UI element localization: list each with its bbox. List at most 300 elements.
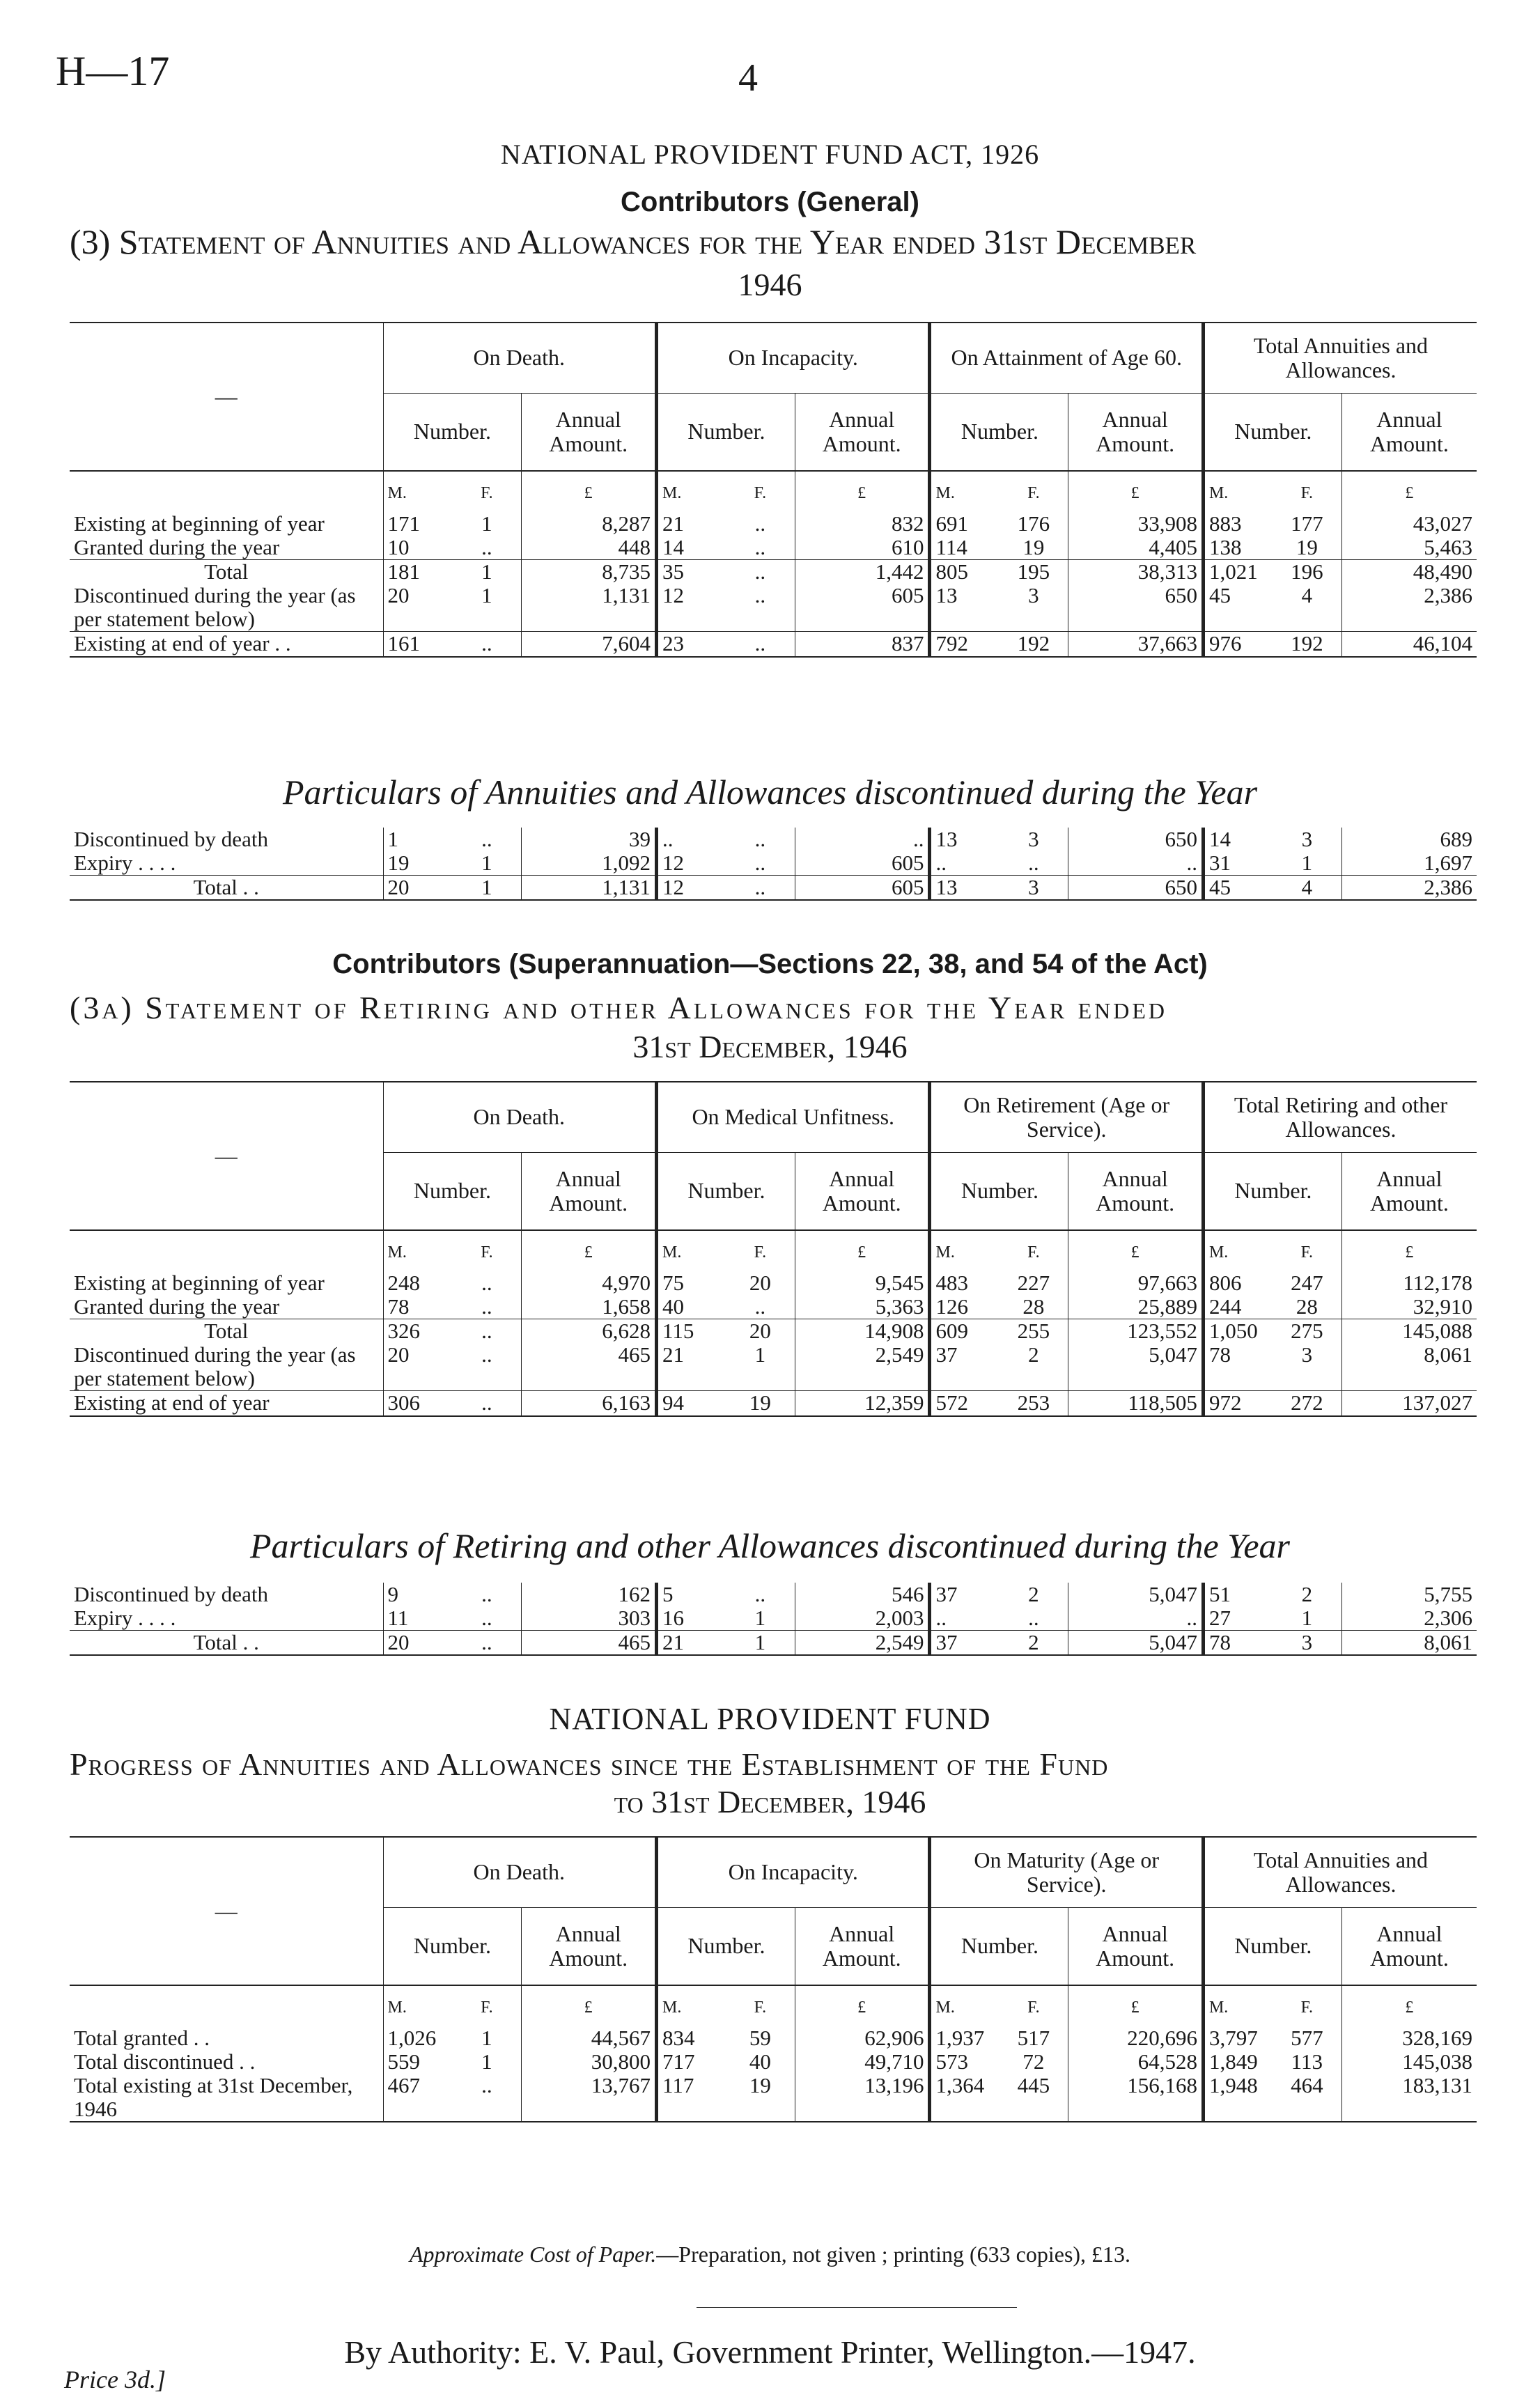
table-cell: 5,047 [1068,1583,1204,1606]
table-cell: 1 [754,1342,766,1367]
table-cell: 9,545 [795,1271,930,1295]
row-label: Discontinued by death [74,1582,268,1606]
number-header: Number. [657,1908,795,1986]
table-cell: 976 [1203,632,1272,657]
table-cell: 5 [657,1583,726,1606]
table-cell: 118,505 [1068,1391,1204,1416]
section3-particulars-title: Particulars of Annuities and Allowances discontinued during the Year [282,773,1258,812]
table-cell: .. [1068,1606,1204,1631]
number-header: Number. [383,1153,522,1231]
table-cell: .. [754,559,766,584]
table-cell: 465 [522,1631,657,1656]
table-cell: 1 [383,828,452,851]
table-cell: 35 [657,560,726,584]
table-cell: 3 [1301,1342,1313,1367]
annual-amount-header: Annual Amount. [1341,1908,1477,1986]
table-cell: 28 [1296,1294,1318,1319]
table-cell: .. [481,1630,492,1655]
row-label: Discontinued during the year (as per statement below) [74,583,356,632]
table-cell: 6,163 [522,1391,657,1416]
row-label: Discontinued during the year (as per statement below) [74,1342,356,1391]
table-cell: 272 [1291,1390,1323,1415]
table-cell: 145,038 [1341,2050,1477,2074]
table-cell: 195 [1017,559,1050,584]
table-cell: 78 [383,1295,452,1319]
act-title: NATIONAL PROVIDENT FUND ACT, 1926 [500,139,1040,170]
table-cell: 328,169 [1341,2026,1477,2050]
table-cell: 4,405 [1068,536,1204,560]
table-cell: 610 [795,536,930,560]
female-unit: F. [481,484,493,502]
number-header: Number. [657,394,795,472]
table-cell: 171 [383,512,452,536]
table-cell: 19 [383,851,452,876]
table-cell: 31 [1203,851,1272,876]
table-cell: .. [754,583,766,608]
table-cell: .. [1028,1606,1039,1631]
table-cell: 255 [1017,1319,1050,1344]
table-cell: 2,549 [795,1343,930,1391]
table-cell: .. [930,851,999,876]
table-cell: 12,359 [795,1391,930,1416]
female-unit: F. [754,484,767,502]
progress-table [70,1836,1477,2122]
table-cell: 23 [657,632,726,657]
table-cell: 114 [930,536,999,560]
table-cell: 8,061 [1341,1631,1477,1656]
table-cell: .. [481,1582,492,1606]
table-cell: 3,797 [1203,2026,1272,2050]
table-cell: 465 [522,1343,657,1391]
table-cell: .. [657,828,726,851]
table-cell: 19 [749,1390,771,1415]
table-cell: 1,937 [930,2026,999,2050]
table-cell: 51 [1203,1583,1272,1606]
table-cell: 117 [657,2074,726,2122]
table-cell: 517 [1017,2026,1050,2050]
table-cell: .. [481,2073,492,2098]
table-cell: 3 [1028,827,1039,851]
row-label: Existing at beginning of year [74,1271,325,1295]
table-cell: 3 [1301,827,1313,851]
table-cell: 227 [1017,1271,1050,1295]
table-cell: 1 [481,2026,492,2050]
pound-unit: £ [1068,1230,1204,1271]
table-cell: 21 [657,1631,726,1656]
table-cell: .. [754,1582,766,1606]
row-label: Total [204,559,249,584]
section3-group-title: Contributors (General) [621,187,919,217]
table-cell: 2,386 [1341,584,1477,632]
table-cell: .. [481,1271,492,1295]
table-cell: 138 [1203,536,1272,560]
table-cell: 2 [1301,1582,1313,1606]
stub-dash: — [215,1142,238,1168]
table-cell: 14,908 [795,1319,930,1344]
table-cell: 445 [1017,2073,1050,2098]
table-cell: .. [481,1319,492,1344]
row-label: Granted during the year [74,535,280,560]
printer-authority: By Authority: E. V. Paul, Government Printer, Wellington.—1947. [344,2334,1196,2370]
column-group-header: On Death. [383,1082,656,1153]
annual-amount-header: Annual Amount. [522,1153,657,1231]
stub-dash: — [215,1897,238,1923]
female-unit: F. [1027,1998,1040,2017]
table-cell: 1,026 [383,2026,452,2050]
table-cell: .. [481,1606,492,1631]
table-cell: 43,027 [1341,512,1477,536]
table-cell: 78 [1203,1631,1272,1656]
annual-amount-header: Annual Amount. [795,394,930,472]
number-header: Number. [1203,1908,1341,1986]
table-cell: 162 [522,1583,657,1606]
table-cell: 559 [383,2050,452,2074]
table-cell: 3 [1301,1630,1313,1655]
table-cell: .. [795,828,930,851]
table-cell: 32,910 [1341,1295,1477,1319]
footer-divider [697,2307,1017,2308]
female-unit: F. [1027,1243,1040,1262]
table-cell: .. [930,1606,999,1631]
pound-unit: £ [522,1230,657,1271]
table-cell: 2 [1028,1342,1039,1367]
pound-unit: £ [1341,471,1477,512]
table-cell: 37 [930,1631,999,1656]
row-label: Total granted . . [74,2026,210,2050]
number-header: Number. [383,1908,522,1986]
table-cell: 220,696 [1068,2026,1204,2050]
table-cell: 1,364 [930,2074,999,2122]
row-label: Existing at end of year [74,1390,270,1415]
table-cell: 12 [657,876,726,901]
table-cell: .. [481,535,492,560]
table-cell: 59 [749,2026,771,2050]
table-cell: 1,658 [522,1295,657,1319]
row-label: Total existing at 31st December, 1946 [74,2073,353,2122]
table-cell: .. [754,1294,766,1319]
table-cell: 691 [930,512,999,536]
table-cell: 2,306 [1341,1606,1477,1631]
table-cell: 19 [1022,535,1045,560]
table-cell: 837 [795,632,930,657]
table-cell: 39 [522,828,657,851]
table-cell: 145,088 [1341,1319,1477,1344]
table-cell: 806 [1203,1271,1272,1295]
table-cell: 483 [930,1271,999,1295]
table-cell: 275 [1291,1319,1323,1344]
female-unit: F. [754,1243,767,1262]
table-cell: 605 [795,584,930,632]
table-cell: 6,628 [522,1319,657,1344]
table-cell: 19 [1296,535,1318,560]
row-label: Total . . [193,1630,259,1655]
table-cell: 20 [383,876,452,901]
table-cell: 2,003 [795,1606,930,1631]
page-number: 4 [738,56,758,100]
row-label: Discontinued by death [74,827,268,851]
table-cell: 97,663 [1068,1271,1204,1295]
table-cell: 326 [383,1319,452,1344]
table-cell: 573 [930,2050,999,2074]
cost-detail: —Preparation, not given ; printing (633 copies), £13. [656,2242,1131,2267]
table-cell: 192 [1291,631,1323,656]
table-cell: .. [1028,851,1039,876]
column-group-header: On Incapacity. [657,1837,930,1908]
row-label: Total . . [193,875,259,900]
female-unit: F. [1027,484,1040,502]
table-cell: 177 [1291,511,1323,536]
table-cell: 3 [1028,875,1039,900]
annual-amount-header: Annual Amount. [1341,394,1477,472]
table-cell: 19 [749,2073,771,2098]
table-cell: 2,386 [1341,876,1477,901]
table-cell: 75 [657,1271,726,1295]
table-cell: 9 [383,1583,452,1606]
table-cell: 2 [1028,1630,1039,1655]
table-cell: 2 [1028,1582,1039,1606]
table-cell: 13,196 [795,2074,930,2122]
table-cell: 792 [930,632,999,657]
male-unit: M. [657,1985,726,2026]
table-cell: 605 [795,851,930,876]
table-cell: 112,178 [1341,1271,1477,1295]
table-cell: 13,767 [522,2074,657,2122]
pound-unit: £ [795,1230,930,1271]
table-cell: 306 [383,1391,452,1416]
table-cell: 40 [749,2049,771,2074]
table-cell: 464 [1291,2073,1323,2098]
table-cell: 126 [930,1295,999,1319]
table-cell: 38,313 [1068,560,1204,584]
female-unit: F. [1300,1243,1314,1262]
table-cell: 5,047 [1068,1631,1204,1656]
table-cell: 1 [481,851,492,876]
number-header: Number. [930,1908,1068,1986]
section3-title: (3) Statement of Annuities and Allowances for the Year ended 31st December [70,222,1197,261]
row-label: Existing at end of year . . [74,631,291,656]
table-cell: 4,970 [522,1271,657,1295]
number-header: Number. [383,394,522,472]
row-label: Expiry . . . . [74,851,176,876]
annual-amount-header: Annual Amount. [1341,1153,1477,1231]
section3a-particulars-title: Particulars of Retiring and other Allowances discontinued during the Year [249,1526,1291,1565]
table-cell: 20 [749,1319,771,1344]
table-cell: 45 [1203,584,1272,632]
cost-of-paper [0,2242,1540,2267]
column-group-header: On Retirement (Age or Service). [930,1082,1203,1153]
column-group-header: On Death. [383,323,656,394]
table-cell: 156,168 [1068,2074,1204,2122]
table-cell: 181 [383,560,452,584]
male-unit: M. [383,471,452,512]
male-unit: M. [383,1230,452,1271]
table-cell: 467 [383,2074,452,2122]
table-cell: .. [754,851,766,876]
row-label: Total discontinued . . [74,2049,256,2074]
table-cell: 14 [657,536,726,560]
table-cell: .. [754,511,766,536]
table-cell: .. [754,875,766,900]
table-cell: 577 [1291,2026,1323,2050]
male-unit: M. [657,1230,726,1271]
table-cell: 20 [383,1343,452,1391]
female-unit: F. [1300,1998,1314,2017]
table-cell: 1 [481,2049,492,2074]
cost-label: Approximate Cost of Paper. [409,2242,657,2267]
table-cell: 2,549 [795,1631,930,1656]
table-cell: 33,908 [1068,512,1204,536]
table-cell: 137,027 [1341,1391,1477,1416]
pound-unit: £ [1068,471,1204,512]
male-unit: M. [930,1230,999,1271]
table-cell: 46,104 [1341,632,1477,657]
column-group-header: On Incapacity. [657,323,930,394]
table-cell: .. [1068,851,1204,876]
annual-amount-header: Annual Amount. [795,1153,930,1231]
table-cell: 689 [1341,828,1477,851]
male-unit: M. [383,1985,452,2026]
table-cell: 20 [383,1631,452,1656]
column-group-header: On Medical Unfitness. [657,1082,930,1153]
table-cell: 972 [1203,1391,1272,1416]
pound-unit: £ [1341,1985,1477,2026]
table-cell: 448 [522,536,657,560]
column-group-header: On Attainment of Age 60. [930,323,1203,394]
number-header: Number. [1203,1153,1341,1231]
table-cell: 1,849 [1203,2050,1272,2074]
table-cell: 5,463 [1341,536,1477,560]
male-unit: M. [1203,1985,1272,2026]
price: Price 3d.] [64,2366,166,2393]
progress-title: Progress of Annuities and Allowances since the Establishment of the Fund [70,1746,1109,1782]
annual-amount-header: Annual Amount. [522,1908,657,1986]
table-cell: 717 [657,2050,726,2074]
table-cell: 30,800 [522,2050,657,2074]
table-cell: .. [481,1294,492,1319]
table-cell: .. [481,1342,492,1367]
male-unit: M. [1203,1230,1272,1271]
annual-amount-header: Annual Amount. [1068,1908,1204,1986]
annual-amount-header: Annual Amount. [522,394,657,472]
table-cell: 1 [481,559,492,584]
male-unit: M. [657,471,726,512]
table-cell: 176 [1017,511,1050,536]
male-unit: M. [930,1985,999,2026]
table-cell: 247 [1291,1271,1323,1295]
table-cell: 40 [657,1295,726,1319]
female-unit: F. [1300,484,1314,502]
number-header: Number. [930,1153,1068,1231]
table-cell: 11 [383,1606,452,1631]
table-cell: 1 [481,511,492,536]
row-label: Expiry . . . . [74,1606,176,1631]
annuities-particulars-table [70,828,1477,901]
table-cell: .. [481,1390,492,1415]
table-cell: 3 [1028,583,1039,608]
column-group-header: Total Annuities and Allowances. [1203,1837,1477,1908]
column-group-header: On Maturity (Age or Service). [930,1837,1203,1908]
table-cell: 1,697 [1341,851,1477,876]
table-cell: 44,567 [522,2026,657,2050]
table-cell: 303 [522,1606,657,1631]
table-cell: 8,287 [522,512,657,536]
table-cell: 5,755 [1341,1583,1477,1606]
table-cell: 605 [795,876,930,901]
table-cell: 37 [930,1583,999,1606]
table-cell: 572 [930,1391,999,1416]
number-header: Number. [930,394,1068,472]
table-cell: 1 [1301,851,1313,876]
table-cell: 21 [657,512,726,536]
column-group-header: On Death. [383,1837,656,1908]
table-cell: 13 [930,876,999,901]
table-cell: 1,442 [795,560,930,584]
table-cell: 161 [383,632,452,657]
table-cell: 1 [754,1630,766,1655]
table-cell: 78 [1203,1343,1272,1391]
table-cell: 8,061 [1341,1343,1477,1391]
male-unit: M. [930,471,999,512]
table-cell: 62,906 [795,2026,930,2050]
table-cell: 1,021 [1203,560,1272,584]
table-cell: 20 [383,584,452,632]
table-cell: 16 [657,1606,726,1631]
table-cell: 1 [754,1606,766,1631]
table-cell: 37,663 [1068,632,1204,657]
table-cell: 64,528 [1068,2050,1204,2074]
table-cell: 115 [657,1319,726,1344]
number-header: Number. [657,1153,795,1231]
pound-unit: £ [1341,1230,1477,1271]
table-cell: 805 [930,560,999,584]
table-cell: 49,710 [795,2050,930,2074]
table-cell: 113 [1291,2049,1323,2074]
pound-unit: £ [522,471,657,512]
table-cell: 12 [657,584,726,632]
table-cell: 45 [1203,876,1272,901]
table-cell: 834 [657,2026,726,2050]
table-cell: 37 [930,1343,999,1391]
table-cell: 1,131 [522,876,657,901]
pound-unit: £ [795,1985,930,2026]
table-cell: 1,050 [1203,1319,1272,1344]
male-unit: M. [1203,471,1272,512]
table-cell: 546 [795,1583,930,1606]
table-cell: 609 [930,1319,999,1344]
annual-amount-header: Annual Amount. [795,1908,930,1986]
table-cell: 8,735 [522,560,657,584]
table-cell: 94 [657,1391,726,1416]
table-cell: 650 [1068,876,1204,901]
stub-dash: — [215,383,238,409]
female-unit: F. [754,1998,767,2017]
pound-unit: £ [1068,1985,1204,2026]
table-cell: 1,092 [522,851,657,876]
table-cell: 196 [1291,559,1323,584]
table-cell: .. [754,535,766,560]
table-cell: 1,131 [522,584,657,632]
pound-unit: £ [795,471,930,512]
table-cell: 28 [1022,1294,1045,1319]
table-cell: 1 [481,875,492,900]
table-cell: 14 [1203,828,1272,851]
retiring-allowances-table [70,1081,1477,1417]
table-cell: 832 [795,512,930,536]
number-header: Number. [1203,394,1341,472]
column-group-header: Total Annuities and Allowances. [1203,323,1477,394]
table-cell: 13 [930,828,999,851]
row-label: Existing at beginning of year [74,511,325,536]
